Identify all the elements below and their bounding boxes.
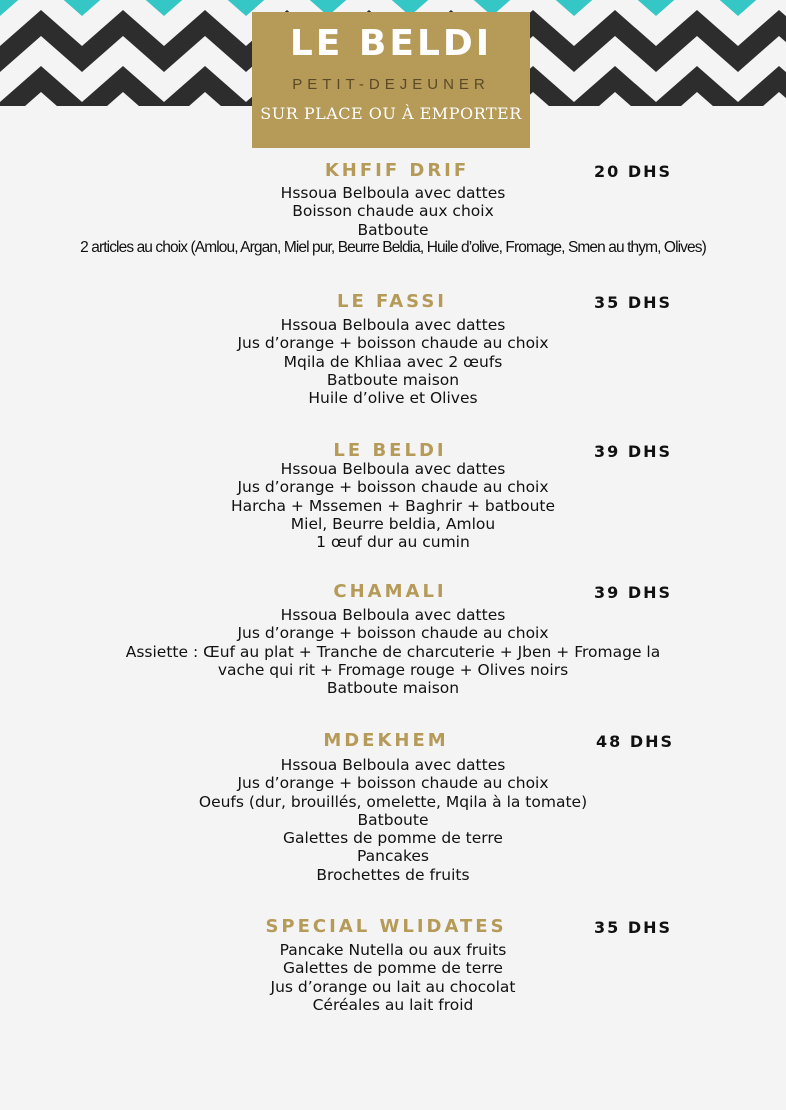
items-list	[0, 756, 786, 884]
list-item: 1 œuf dur au cumin	[316, 533, 470, 552]
section-name: KHFIF DRIF	[324, 160, 470, 181]
menu-subtitle: PETIT-DEJEUNER	[292, 76, 490, 93]
list-item: Mqila de Khliaa avec 2 œufs	[283, 352, 503, 371]
section-price: 35 DHS	[594, 293, 673, 312]
list-item: Jus d’orange + boisson chaude au choix	[237, 624, 549, 643]
list-item: Hssoua Belboula avec dattes	[280, 316, 506, 334]
list-item: Jus d’orange + boisson chaude au choix	[237, 774, 549, 793]
section-price: 20 DHS	[594, 162, 673, 181]
items-list	[0, 941, 786, 1014]
list-item: Batboute	[357, 810, 429, 829]
list-item: Pancakes	[356, 847, 430, 866]
section-name: SPECIAL WLIDATES	[265, 916, 507, 937]
list-item: Huile d’olive et Olives	[308, 389, 478, 408]
list-item: 2 articles au choix (Amlou, Argan, Miel pur, Beurre Beldia, Huile d’olive, Fromage, Smen au thym, Olives)	[80, 238, 706, 256]
title-box	[252, 12, 530, 148]
section-price: 39 DHS	[594, 442, 673, 461]
list-item: Hssoua Belboula avec dattes	[280, 606, 506, 624]
list-item: Harcha + Mssemen + Baghrir + batboute	[230, 496, 556, 515]
section-price: 48 DHS	[596, 732, 675, 751]
list-item: Miel, Beurre beldia, Amlou	[290, 514, 496, 533]
items-list	[0, 184, 786, 257]
items-list	[0, 316, 786, 407]
list-item: Hssoua Belboula avec dattes	[280, 756, 506, 774]
list-item: Hssoua Belboula avec dattes	[280, 184, 506, 202]
section-name: CHAMALI	[333, 581, 447, 602]
service-tagline: SUR PLACE OU À EMPORTER	[260, 104, 522, 123]
section-name: MDEKHEM	[323, 730, 449, 751]
list-item: Boisson chaude aux choix	[292, 202, 494, 221]
items-list	[0, 460, 786, 551]
list-item: Jus d’orange + boisson chaude au choix	[237, 334, 549, 353]
list-item: Galettes de pomme de terre	[283, 829, 503, 848]
section-price: 35 DHS	[594, 918, 673, 937]
section-name: LE BELDI	[333, 440, 447, 461]
list-item: Jus d’orange + boisson chaude au choix	[237, 478, 549, 497]
list-item: Pancake Nutella ou aux fruits	[279, 941, 507, 959]
section-name: LE FASSI	[336, 291, 447, 312]
items-list	[0, 606, 786, 697]
list-item: Galettes de pomme de terre	[283, 959, 503, 978]
list-item: Céréales au lait froid	[312, 995, 474, 1014]
list-item: Jus d’orange ou lait au chocolat	[270, 977, 516, 996]
list-item: Brochettes de fruits	[316, 865, 470, 884]
section-price: 39 DHS	[594, 583, 673, 602]
list-item: Batboute	[357, 220, 429, 239]
brand-title: LE BELDI	[289, 23, 493, 64]
list-item: Batboute maison	[326, 370, 460, 389]
list-item: Hssoua Belboula avec dattes	[280, 460, 506, 478]
list-item: Oeufs (dur, brouillés, omelette, Mqila à la tomate)	[198, 792, 588, 811]
list-item: Assiette : Œuf au plat + Tranche de charcuterie + Jben + Fromage la vache qui rit + Fromage rouge + Olives noirs	[125, 642, 661, 679]
list-item: Batboute maison	[326, 679, 460, 698]
